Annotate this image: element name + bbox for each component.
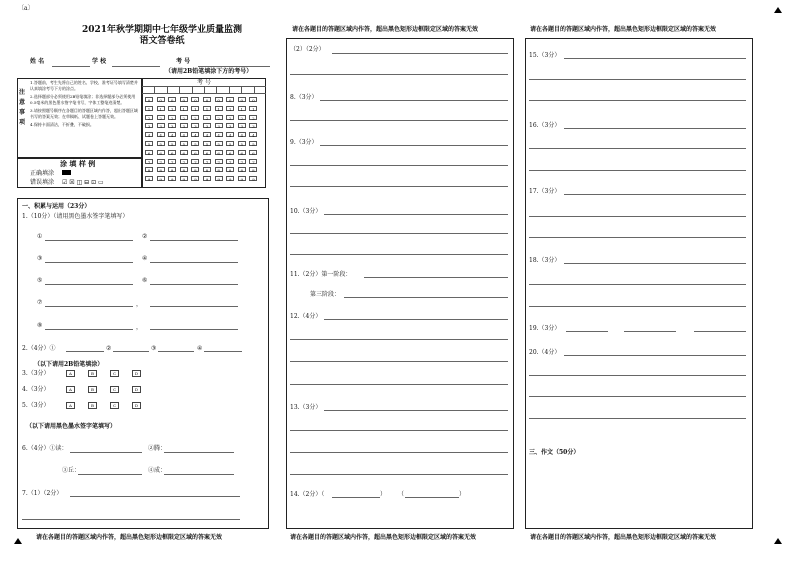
notes-list bbox=[30, 80, 138, 128]
exam-no-bubble[interactable]: 1 bbox=[145, 106, 153, 111]
exam-no-bubble[interactable]: 0 bbox=[191, 97, 199, 102]
exam-no-bubble[interactable]: 5 bbox=[145, 141, 153, 146]
exam-no-bubble[interactable]: 7 bbox=[180, 159, 188, 164]
answer-line[interactable] bbox=[158, 351, 194, 352]
exam-no-bubble[interactable]: 1 bbox=[203, 106, 211, 111]
exam-no-bubble[interactable]: 9 bbox=[226, 176, 234, 181]
question-label: 9.（3分） bbox=[290, 139, 318, 146]
correct-label: 正确填涂 bbox=[30, 170, 55, 177]
notes-label: 注意事项 bbox=[19, 89, 26, 126]
answer-line[interactable] bbox=[45, 240, 133, 241]
question-label: （2）（2分） bbox=[290, 46, 325, 53]
section-heading: 三、作文（50分） bbox=[529, 449, 580, 456]
answer-line[interactable] bbox=[78, 474, 142, 475]
answer-line[interactable] bbox=[564, 263, 746, 264]
divider bbox=[216, 86, 217, 93]
exam-no-bubble[interactable]: 6 bbox=[157, 150, 165, 155]
exam-no-bubble[interactable]: 3 bbox=[168, 123, 176, 128]
boundary-notice: 请在各题目的答题区域内作答，超出黑色矩形边框限定区域的答案无效 bbox=[530, 534, 717, 541]
exam-no-bubble[interactable]: 1 bbox=[157, 106, 165, 111]
divider bbox=[179, 86, 180, 93]
wrong-marks: ☑ ☒ ◫ ⊟ ⊡ ▭ bbox=[62, 179, 104, 186]
exam-no-bubble[interactable]: 9 bbox=[145, 176, 153, 181]
answer-line[interactable] bbox=[45, 306, 133, 307]
exam-no-bubble[interactable]: 3 bbox=[249, 123, 257, 128]
answer-line[interactable] bbox=[529, 148, 746, 149]
q2-mark-4: ④ bbox=[197, 345, 203, 352]
exam-no-bubble[interactable]: 9 bbox=[157, 176, 165, 181]
exam-no-label: 考 号 bbox=[176, 58, 191, 65]
exam-no-bubble[interactable]: 7 bbox=[145, 159, 153, 164]
exam-no-bubble[interactable]: 3 bbox=[203, 123, 211, 128]
answer-line[interactable] bbox=[290, 452, 508, 453]
divider bbox=[192, 86, 193, 93]
answer-line[interactable] bbox=[164, 452, 234, 453]
answer-line[interactable] bbox=[344, 297, 508, 298]
exam-no-bubble[interactable]: 2 bbox=[226, 115, 234, 120]
answer-line[interactable] bbox=[150, 284, 238, 285]
question-label: 5.（3分） bbox=[22, 402, 50, 409]
answer-line[interactable] bbox=[332, 497, 380, 498]
exam-no-bubble[interactable]: 0 bbox=[203, 97, 211, 102]
school-label: 学 校 bbox=[92, 58, 107, 65]
answer-line[interactable] bbox=[150, 306, 238, 307]
exam-no-bubble[interactable]: 8 bbox=[145, 167, 153, 172]
exam-no-bubble[interactable]: 5 bbox=[215, 141, 223, 146]
answer-line[interactable] bbox=[324, 410, 508, 411]
exam-no-bubble[interactable]: 9 bbox=[249, 176, 257, 181]
exam-no-bubble[interactable]: 5 bbox=[168, 141, 176, 146]
exam-no-bubble[interactable]: 4 bbox=[203, 132, 211, 137]
answer-line[interactable] bbox=[22, 519, 240, 520]
q11-label-b: 第三阶段： bbox=[310, 291, 341, 298]
answer-line[interactable] bbox=[694, 331, 746, 332]
answer-line[interactable] bbox=[290, 233, 508, 234]
answer-line[interactable] bbox=[70, 452, 142, 453]
exam-no-bubble[interactable]: 4 bbox=[145, 132, 153, 137]
answer-line[interactable] bbox=[45, 329, 133, 330]
answer-line[interactable] bbox=[150, 329, 238, 330]
exam-no-box-label: 考 号 bbox=[197, 79, 211, 86]
divider bbox=[241, 86, 242, 93]
exam-no-bubble[interactable]: 9 bbox=[203, 176, 211, 181]
answer-line[interactable] bbox=[320, 100, 508, 101]
exam-no-bubble[interactable]: 0 bbox=[238, 97, 246, 102]
choice-bubble-b[interactable]: B bbox=[88, 386, 97, 393]
choice-q5 bbox=[22, 402, 154, 409]
exam-no-bubble[interactable]: 6 bbox=[180, 150, 188, 155]
answer-line[interactable] bbox=[566, 331, 608, 332]
exam-no-bubble[interactable]: 3 bbox=[145, 123, 153, 128]
exam-no-bubble[interactable]: 4 bbox=[226, 132, 234, 137]
answer-line[interactable] bbox=[290, 474, 508, 475]
q2-mark-3: ③ bbox=[151, 345, 157, 352]
q14-close: ） bbox=[380, 491, 387, 498]
question-label: 13.（3分） bbox=[290, 404, 322, 411]
corner-tag: 〔a〕 bbox=[18, 5, 34, 12]
answer-line[interactable] bbox=[324, 214, 508, 215]
divider bbox=[167, 86, 168, 93]
q6-label-b: ②腾： bbox=[148, 445, 167, 452]
q1-mark-2: ② bbox=[142, 233, 148, 240]
exam-no-bubble[interactable]: 6 bbox=[249, 150, 257, 155]
exam-no-bubble[interactable]: 8 bbox=[168, 167, 176, 172]
exam-no-bubble[interactable]: 0 bbox=[157, 97, 165, 102]
exam-no-bubble[interactable]: 7 bbox=[203, 159, 211, 164]
school-field[interactable] bbox=[112, 66, 160, 67]
answer-line[interactable] bbox=[564, 355, 746, 356]
exam-no-bubble[interactable]: 4 bbox=[238, 132, 246, 137]
divider bbox=[254, 86, 255, 93]
exam-no-bubble[interactable]: 3 bbox=[157, 123, 165, 128]
exam-no-bubble[interactable]: 1 bbox=[215, 106, 223, 111]
q2-mark-2: ② bbox=[106, 345, 112, 352]
exam-no-bubble[interactable]: 2 bbox=[180, 115, 188, 120]
correct-mark bbox=[62, 170, 71, 175]
note-item: 4.保持卡面清洁，不折叠，不破损。 bbox=[30, 122, 94, 127]
answer-line[interactable] bbox=[45, 262, 133, 263]
exam-no-bubble[interactable]: 5 bbox=[238, 141, 246, 146]
exam-no-bubble[interactable]: 0 bbox=[180, 97, 188, 102]
exam-no-bubble[interactable]: 6 bbox=[215, 150, 223, 155]
exam-no-bubble[interactable]: 8 bbox=[180, 167, 188, 172]
question-label: 20.（4分） bbox=[529, 349, 561, 356]
note-item: 1.答题前，考生先将自己的姓名、学校、准考证号填写清楚并认真填涂考号下方的涂点。 bbox=[30, 80, 138, 91]
answer-line[interactable] bbox=[70, 496, 240, 497]
exam-no-bubble[interactable]: 4 bbox=[249, 132, 257, 137]
question-label: 7.（1）（2分） bbox=[22, 490, 63, 497]
name-field[interactable] bbox=[52, 66, 90, 67]
answer-line[interactable] bbox=[529, 100, 746, 101]
note-item: 3.请按照题号顺序在各题目的答题区域内作答，超出答题区域书写的答案无效；在草稿纸、试题卷上答题无效。 bbox=[30, 108, 138, 119]
exam-no-bubble[interactable]: 1 bbox=[191, 106, 199, 111]
answer-line[interactable] bbox=[564, 194, 746, 195]
exam-no-bubble[interactable]: 9 bbox=[191, 176, 199, 181]
answer-line[interactable] bbox=[66, 351, 104, 352]
question-label: 14.（2分）（ bbox=[290, 491, 325, 498]
q1-mark-8: ⑧ bbox=[37, 322, 43, 329]
choice-bubble-c[interactable]: C bbox=[110, 386, 119, 393]
choice-bubble-b[interactable]: B bbox=[88, 370, 97, 377]
q1-mark-5: ⑤ bbox=[37, 277, 43, 284]
exam-no-bubble[interactable]: 4 bbox=[215, 132, 223, 137]
question-label: 11.（2分）第一阶段： bbox=[290, 271, 352, 278]
q6-label-d: ④成： bbox=[148, 467, 167, 474]
q14-open-b: （ bbox=[398, 491, 405, 498]
answer-line[interactable] bbox=[332, 53, 508, 54]
answer-line[interactable] bbox=[164, 474, 234, 475]
answer-line[interactable] bbox=[364, 277, 508, 278]
answer-line[interactable] bbox=[320, 145, 508, 146]
exam-no-bubble[interactable]: 7 bbox=[215, 159, 223, 164]
exam-no-bubble[interactable]: 5 bbox=[249, 141, 257, 146]
exam-no-bubble[interactable]: 6 bbox=[145, 150, 153, 155]
exam-no-bubble[interactable]: 2 bbox=[249, 115, 257, 120]
exam-no-note: （请用2B铅笔填涂下方的考号） bbox=[165, 68, 253, 75]
answer-line[interactable] bbox=[405, 497, 459, 498]
answer-line[interactable] bbox=[45, 284, 133, 285]
registration-mark bbox=[14, 538, 22, 544]
divider bbox=[204, 86, 205, 93]
exam-no-bubble[interactable]: 9 bbox=[215, 176, 223, 181]
note-item: 2.选择题部分必须使用2B铅笔填涂；非选择题部分必须使用0.5毫米的黑色墨水签字笔书写，字体工整笔迹清楚。 bbox=[30, 94, 136, 105]
answer-line[interactable] bbox=[324, 319, 508, 320]
choice-bubble-b[interactable]: B bbox=[88, 402, 97, 409]
answer-line[interactable] bbox=[529, 396, 746, 397]
exam-no-bubble[interactable]: 5 bbox=[203, 141, 211, 146]
registration-mark bbox=[774, 7, 782, 13]
answer-line[interactable] bbox=[529, 170, 746, 171]
exam-no-bubble[interactable]: 7 bbox=[191, 159, 199, 164]
pen-note: （以下请用黑色墨水签字笔填写） bbox=[26, 423, 117, 430]
exam-no-bubble[interactable]: 5 bbox=[157, 141, 165, 146]
exam-no-bubble[interactable]: 4 bbox=[168, 132, 176, 137]
exam-no-bubble[interactable]: 7 bbox=[157, 159, 165, 164]
exam-no-bubble[interactable]: 8 bbox=[226, 167, 234, 172]
answer-line[interactable] bbox=[290, 254, 508, 255]
question-label: 17.（3分） bbox=[529, 188, 561, 195]
question-label: 18.（3分） bbox=[529, 257, 561, 264]
exam-no-bubble[interactable]: 6 bbox=[168, 150, 176, 155]
q1-mark-1: ① bbox=[37, 233, 43, 240]
q1-mark-7: ⑦ bbox=[37, 299, 43, 306]
exam-no-bubble[interactable]: 2 bbox=[157, 115, 165, 120]
exam-no-bubble[interactable]: 1 bbox=[226, 106, 234, 111]
exam-no-bubble[interactable]: 9 bbox=[238, 176, 246, 181]
exam-no-bubble[interactable]: 5 bbox=[191, 141, 199, 146]
exam-no-bubble[interactable]: 4 bbox=[157, 132, 165, 137]
question-label: 2.（4分）① bbox=[22, 345, 56, 352]
question-label: 10.（3分） bbox=[290, 208, 322, 215]
question-label: 15.（3分） bbox=[529, 52, 561, 59]
exam-no-bubble[interactable]: 0 bbox=[215, 97, 223, 102]
answer-line[interactable] bbox=[150, 262, 238, 263]
exam-no-bubble[interactable]: 0 bbox=[145, 97, 153, 102]
choice-bubble-d[interactable]: D bbox=[132, 402, 141, 409]
q6-label-c: ③丘： bbox=[62, 467, 81, 474]
exam-no-bubble[interactable]: 8 bbox=[157, 167, 165, 172]
exam-no-bubble[interactable]: 3 bbox=[215, 123, 223, 128]
question-label: 12.（4分） bbox=[290, 313, 322, 320]
answer-box-2 bbox=[286, 38, 514, 529]
exam-no-bubble[interactable]: 9 bbox=[180, 176, 188, 181]
exam-no-bubble[interactable]: 2 bbox=[203, 115, 211, 120]
choice-bubble-d[interactable]: D bbox=[132, 370, 141, 377]
exam-no-bubble[interactable]: 7 bbox=[238, 159, 246, 164]
comma: ， bbox=[136, 324, 143, 331]
answer-line[interactable] bbox=[290, 120, 508, 121]
exam-no-bubble[interactable]: 2 bbox=[168, 115, 176, 120]
q1-mark-3: ③ bbox=[37, 255, 43, 262]
answer-line[interactable] bbox=[290, 384, 508, 385]
answer-line[interactable] bbox=[290, 430, 508, 431]
answer-line[interactable] bbox=[529, 306, 746, 307]
exam-no-bubble[interactable]: 3 bbox=[226, 123, 234, 128]
exam-no-bubble[interactable]: 6 bbox=[238, 150, 246, 155]
answer-line[interactable] bbox=[529, 418, 746, 419]
question-label: 6.（4分）①读： bbox=[22, 445, 68, 452]
exam-no-bubble[interactable]: 0 bbox=[249, 97, 257, 102]
divider bbox=[154, 86, 155, 93]
exam-no-bubble[interactable]: 4 bbox=[191, 132, 199, 137]
answer-line[interactable] bbox=[290, 74, 508, 75]
page-subtitle: 语文答卷纸 bbox=[139, 36, 185, 46]
exam-no-bubble[interactable]: 3 bbox=[238, 123, 246, 128]
exam-no-bubble[interactable]: 1 bbox=[238, 106, 246, 111]
registration-mark bbox=[774, 538, 782, 544]
exam-no-bubble[interactable]: 2 bbox=[238, 115, 246, 120]
answer-line[interactable] bbox=[290, 339, 508, 340]
exam-no-bubble[interactable]: 9 bbox=[168, 176, 176, 181]
exam-no-bubble[interactable]: 7 bbox=[249, 159, 257, 164]
choice-bubble-a[interactable]: A bbox=[66, 386, 75, 393]
exam-no-bubble[interactable]: 5 bbox=[226, 141, 234, 146]
question-label: 1.（10分）（请用黑色墨水签字笔填写） bbox=[22, 213, 129, 220]
wrong-label: 错误填涂 bbox=[30, 179, 55, 186]
answer-line[interactable] bbox=[564, 58, 746, 59]
exam-no-bubble[interactable]: 0 bbox=[226, 97, 234, 102]
question-label: 3.（3分） bbox=[22, 370, 50, 377]
answer-line[interactable] bbox=[204, 351, 242, 352]
exam-no-bubble[interactable]: 3 bbox=[180, 123, 188, 128]
exam-no-bubble[interactable]: 7 bbox=[168, 159, 176, 164]
answer-line[interactable] bbox=[624, 331, 676, 332]
exam-no-bubble[interactable]: 3 bbox=[191, 123, 199, 128]
answer-line[interactable] bbox=[150, 240, 238, 241]
choice-bubble-a[interactable]: A bbox=[66, 370, 75, 377]
section-heading: 一、积累与运用（23分） bbox=[22, 203, 91, 210]
boundary-notice: 请在各题目的答题区域内作答，超出黑色矩形边框限定区域的答案无效 bbox=[36, 534, 223, 541]
answer-line[interactable] bbox=[529, 284, 746, 285]
choice-bubble-c[interactable]: C bbox=[110, 370, 119, 377]
exam-no-bubble[interactable]: 8 bbox=[203, 167, 211, 172]
answer-line[interactable] bbox=[290, 165, 508, 166]
exam-no-bubble[interactable]: 2 bbox=[145, 115, 153, 120]
exam-no-bubble[interactable]: 6 bbox=[226, 150, 234, 155]
answer-line[interactable] bbox=[529, 237, 746, 238]
choice-q4 bbox=[22, 386, 154, 393]
answer-line[interactable] bbox=[113, 351, 149, 352]
question-label: 16.（3分） bbox=[529, 122, 561, 129]
name-label: 姓 名 bbox=[30, 58, 45, 65]
boundary-notice: 请在各题目的答题区域内作答，超出黑色矩形边框限定区域的答案无效 bbox=[292, 26, 479, 33]
exam-no-bubble[interactable]: 8 bbox=[249, 167, 257, 172]
choice-note: （以下请用2B铅笔填涂） bbox=[34, 361, 104, 368]
q1-mark-4: ④ bbox=[142, 255, 148, 262]
exam-no-bubble[interactable]: 1 bbox=[249, 106, 257, 111]
choice-bubble-c[interactable]: C bbox=[110, 402, 119, 409]
exam-no-bubble[interactable]: 1 bbox=[180, 106, 188, 111]
choice-q3 bbox=[22, 370, 154, 377]
exam-no-bubble[interactable]: 2 bbox=[191, 115, 199, 120]
divider bbox=[142, 93, 266, 94]
answer-line[interactable] bbox=[564, 128, 746, 129]
q1-mark-6: ⑥ bbox=[142, 277, 148, 284]
exam-no-field[interactable] bbox=[198, 66, 270, 67]
divider bbox=[229, 86, 230, 93]
exam-no-bubble[interactable]: 2 bbox=[215, 115, 223, 120]
page-title: 2021年秋学期期中七年级学业质量监测 bbox=[81, 25, 243, 35]
question-label: 4.（3分） bbox=[22, 386, 50, 393]
answer-line[interactable] bbox=[290, 186, 508, 187]
choice-bubble-a[interactable]: A bbox=[66, 402, 75, 409]
answer-line[interactable] bbox=[529, 375, 746, 376]
exam-no-bubble[interactable]: 0 bbox=[168, 97, 176, 102]
exam-no-bubble[interactable]: 1 bbox=[168, 106, 176, 111]
boundary-notice: 请在各题目的答题区域内作答，超出黑色矩形边框限定区域的答案无效 bbox=[530, 26, 717, 33]
exam-no-bubble[interactable]: 7 bbox=[226, 159, 234, 164]
exam-no-bubble[interactable]: 4 bbox=[180, 132, 188, 137]
answer-line[interactable] bbox=[290, 361, 508, 362]
boundary-notice: 请在各题目的答题区域内作答，超出黑色矩形边框限定区域的答案无效 bbox=[290, 534, 477, 541]
question-label: 19.（3分） bbox=[529, 325, 561, 332]
exam-no-bubble[interactable]: 8 bbox=[238, 167, 246, 172]
sample-title: 涂 填 样 例 bbox=[60, 159, 96, 168]
choice-bubble-d[interactable]: D bbox=[132, 386, 141, 393]
exam-no-bubble[interactable]: 5 bbox=[180, 141, 188, 146]
exam-no-bubble[interactable]: 6 bbox=[191, 150, 199, 155]
answer-line[interactable] bbox=[529, 79, 746, 80]
exam-no-bubble[interactable]: 8 bbox=[215, 167, 223, 172]
exam-no-bubble[interactable]: 6 bbox=[203, 150, 211, 155]
exam-no-bubble[interactable]: 8 bbox=[191, 167, 199, 172]
comma: ， bbox=[136, 301, 143, 308]
q14-close-b: ） bbox=[459, 491, 466, 498]
question-label: 8.（3分） bbox=[290, 94, 318, 101]
answer-line[interactable] bbox=[529, 216, 746, 217]
